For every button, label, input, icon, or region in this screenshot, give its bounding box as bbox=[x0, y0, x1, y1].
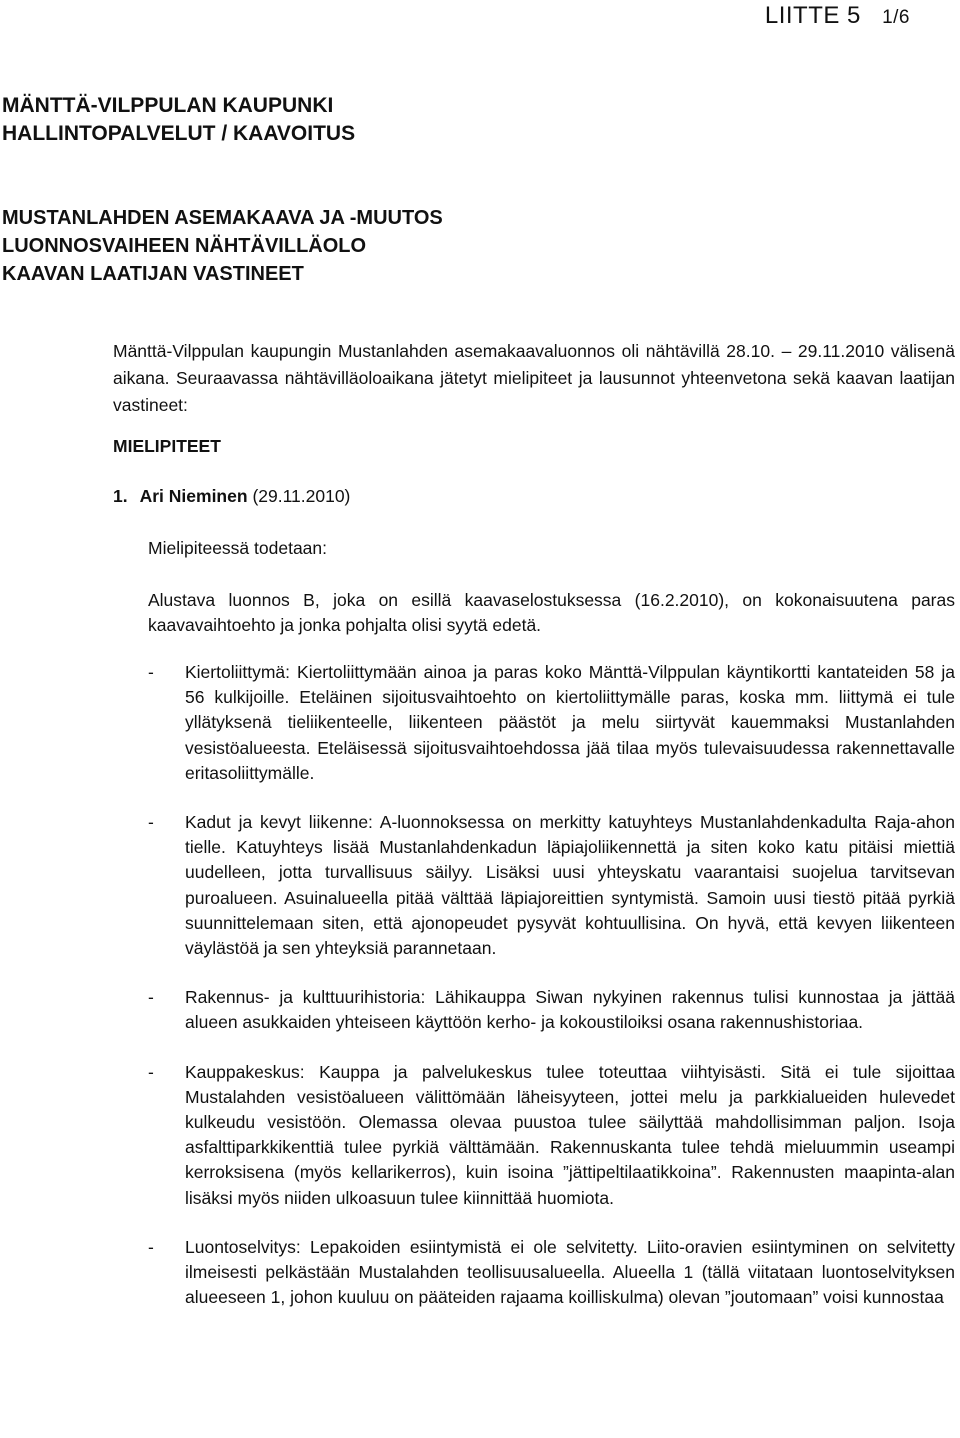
bullet-dash: - bbox=[148, 662, 154, 682]
document-title bbox=[2, 204, 443, 288]
list-item bbox=[148, 1060, 955, 1211]
list-item bbox=[148, 810, 955, 961]
bullet-dash: - bbox=[148, 1061, 154, 1082]
organization-block bbox=[2, 92, 355, 148]
list-item bbox=[148, 985, 955, 1035]
title-line-3: KAAVAN LAATIJAN VASTINEET bbox=[2, 263, 304, 285]
appendix-label: LIITTE 5 bbox=[764, 2, 861, 29]
opinion-author: Ari Nieminen bbox=[139, 486, 248, 506]
title-line-1: MUSTANLAHDEN ASEMAKAAVA JA -MUUTOS bbox=[2, 207, 443, 229]
list-item-text: Kauppakeskus: Kauppa ja palvelukeskus tulee toteuttaa viihtyisästi. Sitä ei tule sijoittaa Mustalahden vesistöalueen välittömään läheisyyteen, jottei melu ja parkkialueiden hulevedet kulkeudu vesistöön. Olemassa olevaa puustoa tulee säilyttää mahdollisimman paljon. Isoja asfalttiparkkikenttiä tulee pyrkiä välttämään. Rakennuskanta tulee tehdä mieluummin useampi kerroksisena (myös kellarikerros), kuin isoina ”jättipeltilaatikkoina”. Rakennusten maapinta-alan lisäksi myös niiden ulkoasuun tulee kiinnittää huomiota. bbox=[185, 1061, 955, 1208]
list-item bbox=[148, 1235, 955, 1311]
bullet-dash: - bbox=[148, 987, 154, 1008]
list-item-text: Kadut ja kevyt liikenne: A-luonnoksessa on merkitty katuyhteys Mustanlahdenkadulta Raja-ahon tielle. Katuyhteys lisää Mustanlahdenkadun läpiajoliikennettä ja siten koko katu pitäisi miettiä uudelleen, jotta turvallisuus säilyy. Lisäksi uusi yhteyskatu vaarantaisi suojelua tarvitsevan puroalueen. Asuinalueella pitää välttää läpiajoreittien syntymistä. Samoin uusi tiestö pitää pyrkiä suunnittelemaan siten, että ajonopeudet pysyvät kohtuullisina. On hyvä, että kevyen liikenteen väylästöä ja sen yhteyksiä parannetaan. bbox=[185, 812, 955, 959]
page-header bbox=[765, 2, 910, 30]
opinion-heading bbox=[113, 486, 350, 507]
organization-name: MÄNTTÄ-VILPPULAN KAUPUNKI bbox=[2, 94, 334, 117]
list-item-text: Kiertoliittymä: Kiertoliittymään ainoa ja paras koko Mänttä-Vilppulan käyntikortti kantateiden 58 ja 56 kulkijoille. Eteläinen sijoitusvaihtoehto on kiertoliittymälle paras, koska mm. liittymä ei tule yllätyksenä tieliikenteelle, liikenteen päästöt ja melu siirtyvät kauemmaksi Mustanlahden vesistöalueesta. Eteläisessä sijoitusvaihtoehdossa jää tilaa myös tulevaisuudessa rakennettavalle eritasoliittymälle. bbox=[185, 662, 955, 783]
opinion-number: 1. bbox=[113, 486, 128, 506]
bullet-dash: - bbox=[148, 812, 154, 833]
list-item-text: Luontoselvitys: Lepakoiden esiintymistä ei ole selvitetty. Liito-oravien esiintyminen on selvitetty ilmeisesti pelkästään Mustalahden teollisuusalueella. Alueella 1 (tällä viitataan luontoselvityksen alueeseen 1, johon kuuluu on pääteiden rajaama koilliskulma) olevan ”joutomaan” voisi kunnostaa bbox=[185, 1236, 955, 1308]
bullet-dash: - bbox=[148, 1236, 154, 1257]
opinion-intro-label: Mielipiteessä todetaan: bbox=[148, 538, 327, 558]
opinion-statement: Alustava luonnos B, joka on esillä kaavaselostuksessa (16.2.2010), on kokonaisuutena paras kaavavaihtoehto ja jonka pohjalta olisi syytä edetä. bbox=[148, 590, 955, 635]
opinion-date: (29.11.2010) bbox=[252, 486, 351, 506]
section-heading: MIELIPITEET bbox=[113, 436, 221, 456]
organization-department: HALLINTOPALVELUT / KAAVOITUS bbox=[2, 122, 356, 145]
intro-paragraph: Mänttä-Vilppulan kaupungin Mustanlahden asemakaavaluonnos oli nähtävillä 28.10. – 29.11.2010 välisenä aikana. Seuraavassa nähtävilläoloaikana jätetyt mielipiteet ja lausunnot yhteenvetona sekä kaavan laatijan vastineet: bbox=[113, 341, 955, 415]
title-line-2: LUONNOSVAIHEEN NÄHTÄVILLÄOLO bbox=[2, 235, 367, 257]
list-item-text: Rakennus- ja kulttuurihistoria: Lähikauppa Siwan nykyinen rakennus tulisi kunnostaa ja jättää alueen asukkaiden yhteiseen käyttöön kerho- ja kokoustiloiksi osana rakennushistoriaa. bbox=[185, 987, 955, 1033]
page-number: 1/6 bbox=[882, 7, 910, 28]
list-item bbox=[148, 660, 955, 786]
opinion-points-list bbox=[148, 660, 955, 1334]
